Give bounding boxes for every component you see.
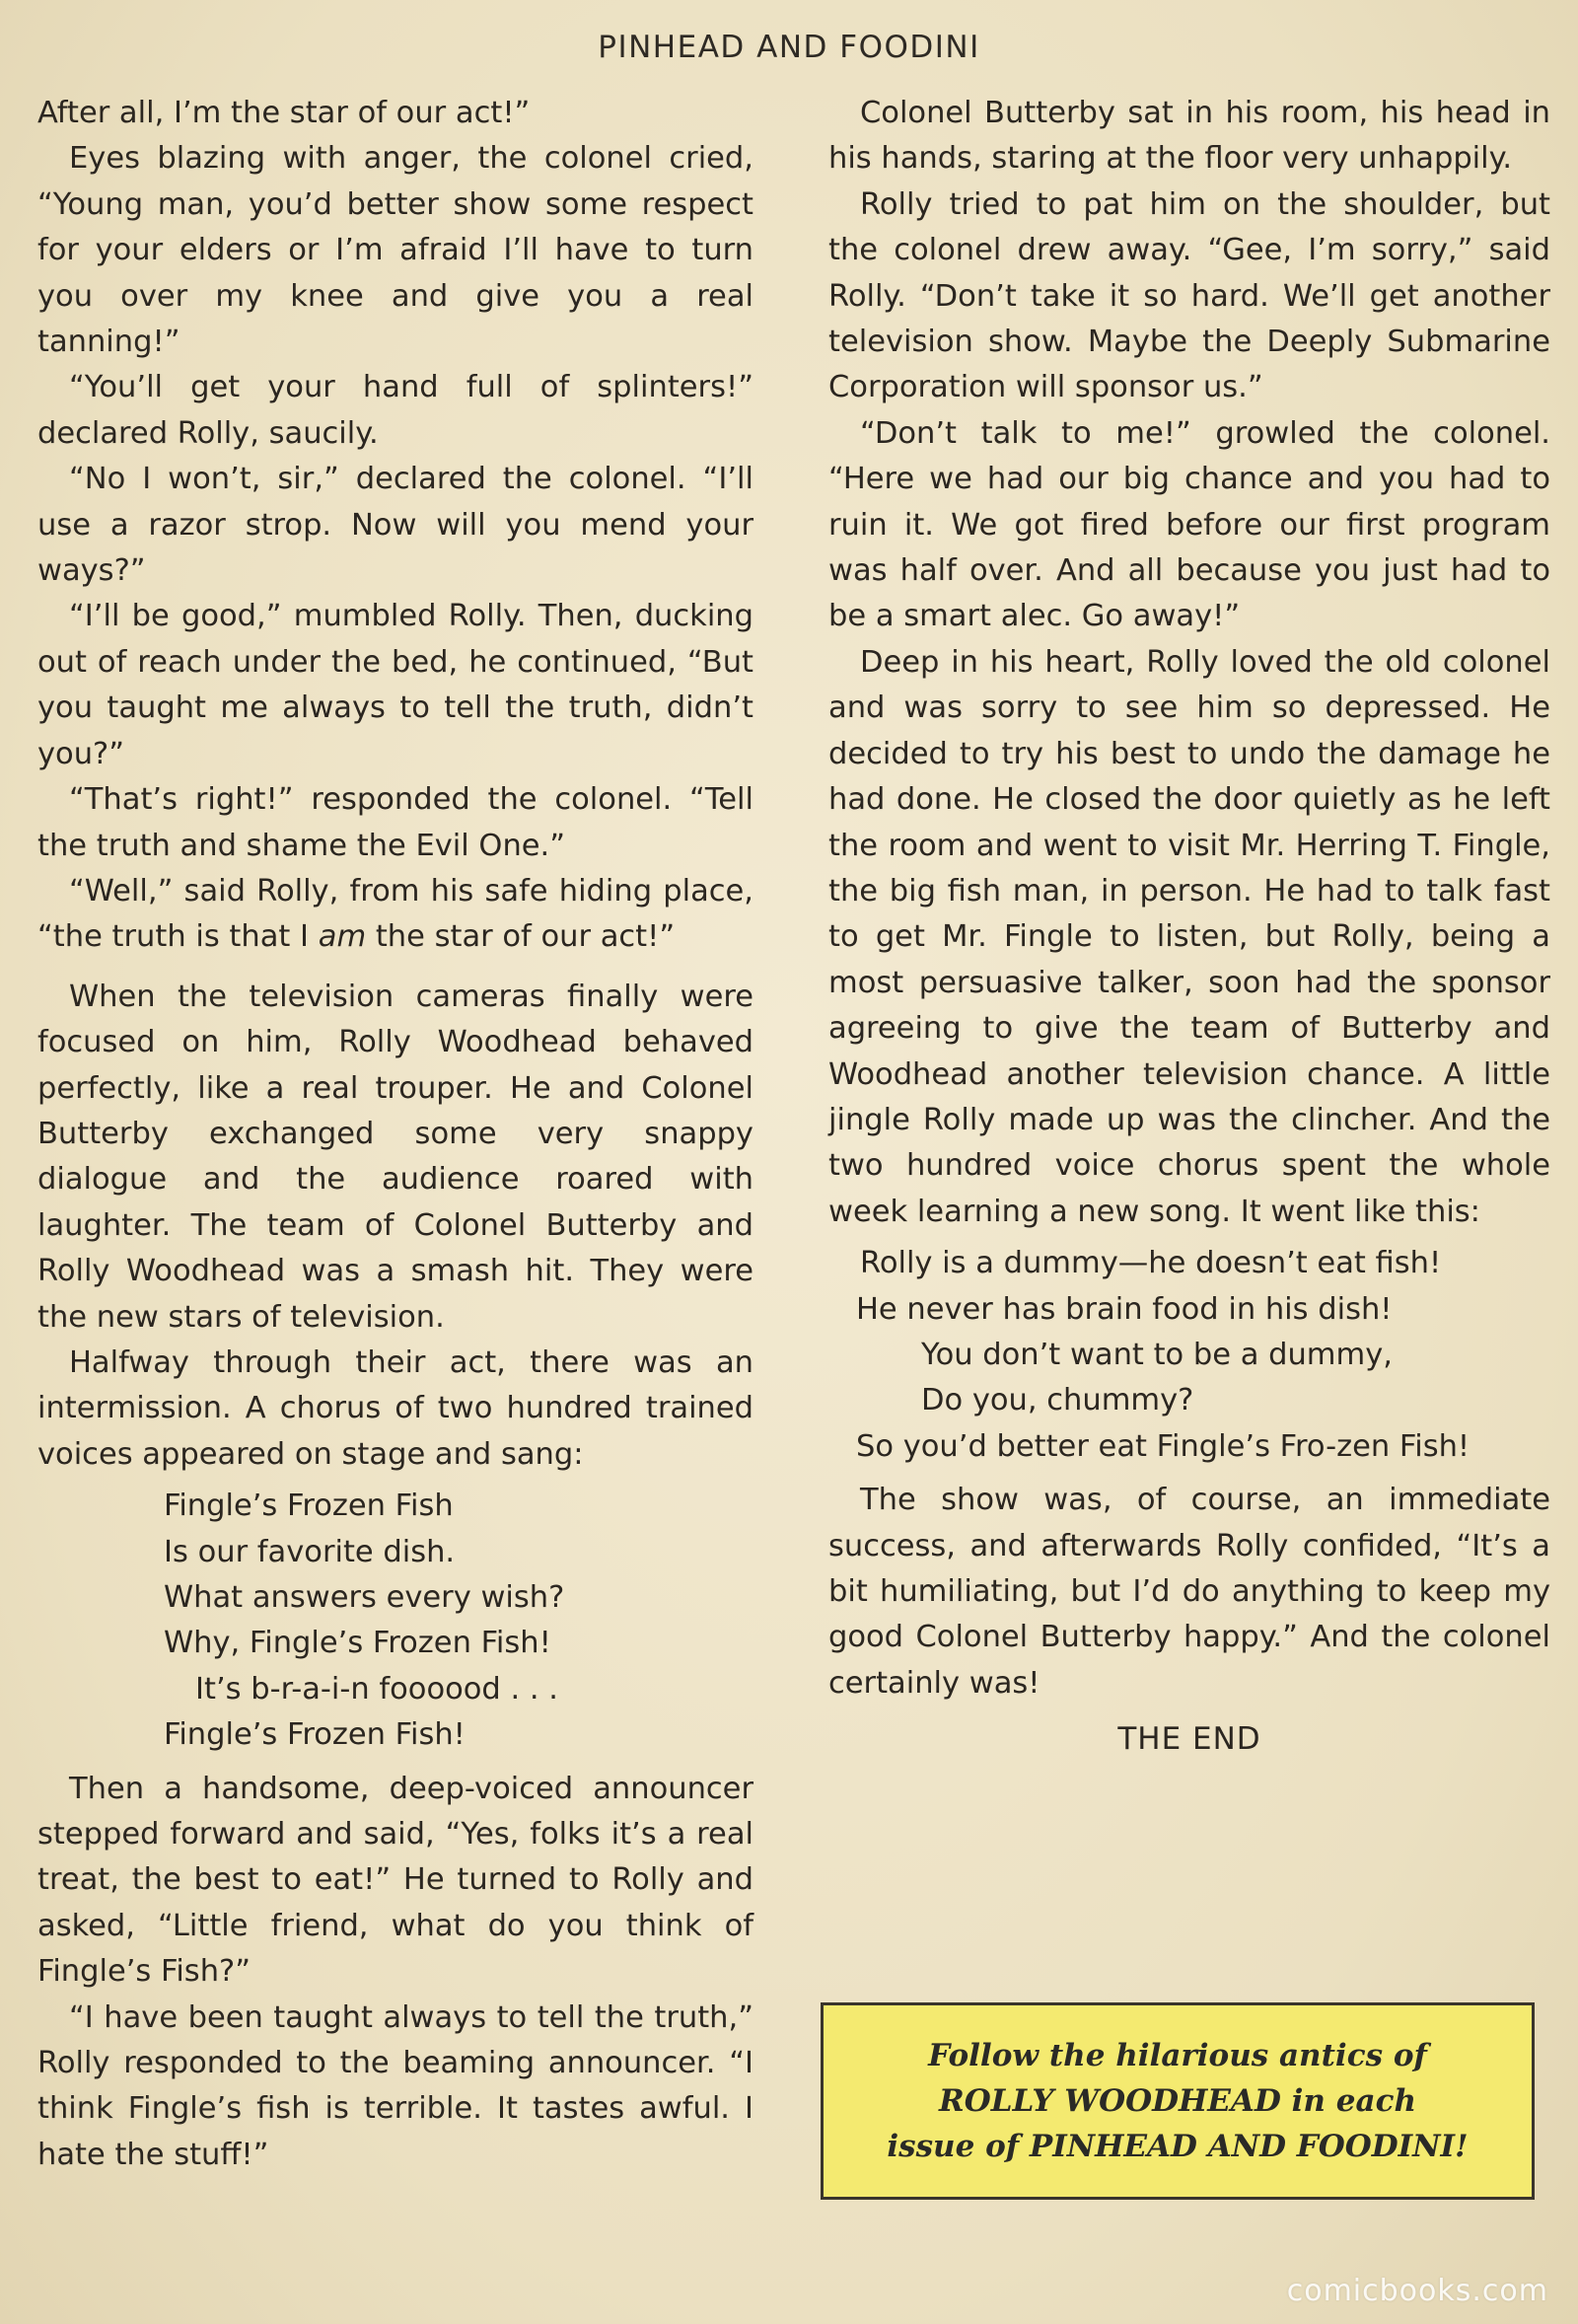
verse-line: Do you, chummy? xyxy=(921,1383,1194,1418)
paragraph: The show was, of course, an immediate success, and afterwards Rolly confided, “It’s a bit humiliating, but I’d do anything to keep my good Colonel Butterby happy.” And the colonel certainly was! xyxy=(828,1483,1550,1701)
paragraph: Rolly tried to pat him on the shoulder, but the colonel drew away. “Gee, I’m sorry,” said Rolly. “Don’t take it so hard. We’ll get another television show. Maybe the Deeply Submarine Corporation will sponsor us.” xyxy=(828,186,1550,405)
verse-line: He never has brain food in his dish! xyxy=(856,1291,1393,1327)
paragraph: Colonel Butterby sat in his room, his head in his hands, staring at the floor very unhappily. xyxy=(828,96,1550,177)
paragraph: Deep in his heart, Rolly loved the old colonel and was sorry to see him so depressed. He decided to try his best to undo the damage he had done. He closed the door quietly as he left the room and went to visit Mr. Herring T. Fingle, the big fish man, in person. He had to talk fast to get Mr. Fingle to listen, but Rolly, being a most persuasive talker, soon had the sponsor agreeing to give the team of Butterby and Woodhead another television chance. A little jingle Rolly made up was the clincher. And the two hundred voice chorus spent the whole week learning a new song. It went like this: xyxy=(828,644,1550,1229)
paragraph: “I have been taught always to tell the truth,” Rolly responded to the beaming announcer. “I think Fingle’s fish is terrible. It tastes awful. I hate the stuff!” xyxy=(37,1999,753,2172)
right-column xyxy=(828,91,1550,1763)
paragraph: When the television cameras finally were focused on him, Rolly Woodhead behaved perfectly, like a real trouper. He and Colonel Butterby exchanged some very snappy dialogue and the audience roared with laughter. The team of Colonel Butterby and Rolly Woodhead was a smash hit. They were the new stars of television. xyxy=(37,979,753,1335)
the-end-label: THE END xyxy=(1117,1721,1261,1758)
text-span: “Well,” said Rolly, from his safe hiding place, “the truth is that I xyxy=(37,873,753,955)
text-span: the star of our act!” xyxy=(366,919,676,955)
paragraph: “I’ll be good,” mumbled Rolly. Then, ducking out of reach under the bed, he continued, “But you taught me always to tell the truth, didn’t you?” xyxy=(37,599,753,771)
verse-line: So you’d better eat Fingle’s Fro-zen Fish! xyxy=(856,1428,1470,1464)
verse-line: You don’t want to be a dummy, xyxy=(921,1337,1393,1372)
song-verse xyxy=(828,1241,1550,1470)
paragraph: Then a handsome, deep-voiced announcer stepped forward and said, “Yes, folks it’s a real treat, the best to eat!” He turned to Rolly and asked, “Little friend, what do you think of Fingle’s Fish?” xyxy=(37,1771,753,1990)
verse-line: Why, Fingle’s Frozen Fish! xyxy=(164,1626,551,1661)
paragraph xyxy=(37,869,753,961)
paragraph: “No I won’t, sir,” declared the colonel. “I’ll use a razor strop. Now will you mend your ways?” xyxy=(37,462,753,589)
paragraph: “That’s right!” responded the colonel. “Tell the truth and shame the Evil One.” xyxy=(37,782,753,863)
page-header: PINHEAD AND FOODINI xyxy=(598,30,980,65)
watermark: comicbooks.com xyxy=(1286,2274,1548,2308)
verse-line: Rolly is a dummy—he doesn’t eat fish! xyxy=(860,1246,1442,1281)
paragraph: “Don’t talk to me!” growled the colonel. “Here we had our big chance and you had to ruin it. We got fired before our first program was half over. And all because you just had to be a smart alec. Go away!” xyxy=(828,415,1550,634)
promo-line: issue of PINHEAD AND FOODINI! xyxy=(887,2129,1469,2164)
verse-line: Fingle’s Frozen Fish! xyxy=(164,1717,466,1753)
emphasis-text: am xyxy=(318,919,367,955)
paragraph: Eyes blazing with anger, the colonel cried, “Young man, you’d better show some respect for your elders or I’m afraid I’ll have to turn you over my knee and give you a real tanning!” xyxy=(37,141,753,360)
verse-line: What answers every wish? xyxy=(164,1580,565,1615)
paragraph: After all, I’m the star of our act!” xyxy=(37,96,531,130)
left-column xyxy=(37,91,753,2178)
promo-line: ROLLY WOODHEAD in each xyxy=(939,2083,1416,2119)
verse-line: Is our favorite dish. xyxy=(164,1534,456,1569)
verse-line: It’s b-r-a-i-n foooood . . . xyxy=(195,1671,558,1707)
paragraph: “You’ll get your hand full of splinters!” declared Rolly, saucily. xyxy=(37,370,753,451)
promo-box xyxy=(821,2002,1535,2200)
song-verse xyxy=(37,1484,753,1758)
paragraph: Halfway through their act, there was an intermission. A chorus of two hundred trained voices appeared on stage and sang: xyxy=(37,1344,753,1472)
promo-line: Follow the hilarious antics of xyxy=(928,2038,1427,2073)
verse-line: Fingle’s Frozen Fish xyxy=(164,1489,454,1524)
